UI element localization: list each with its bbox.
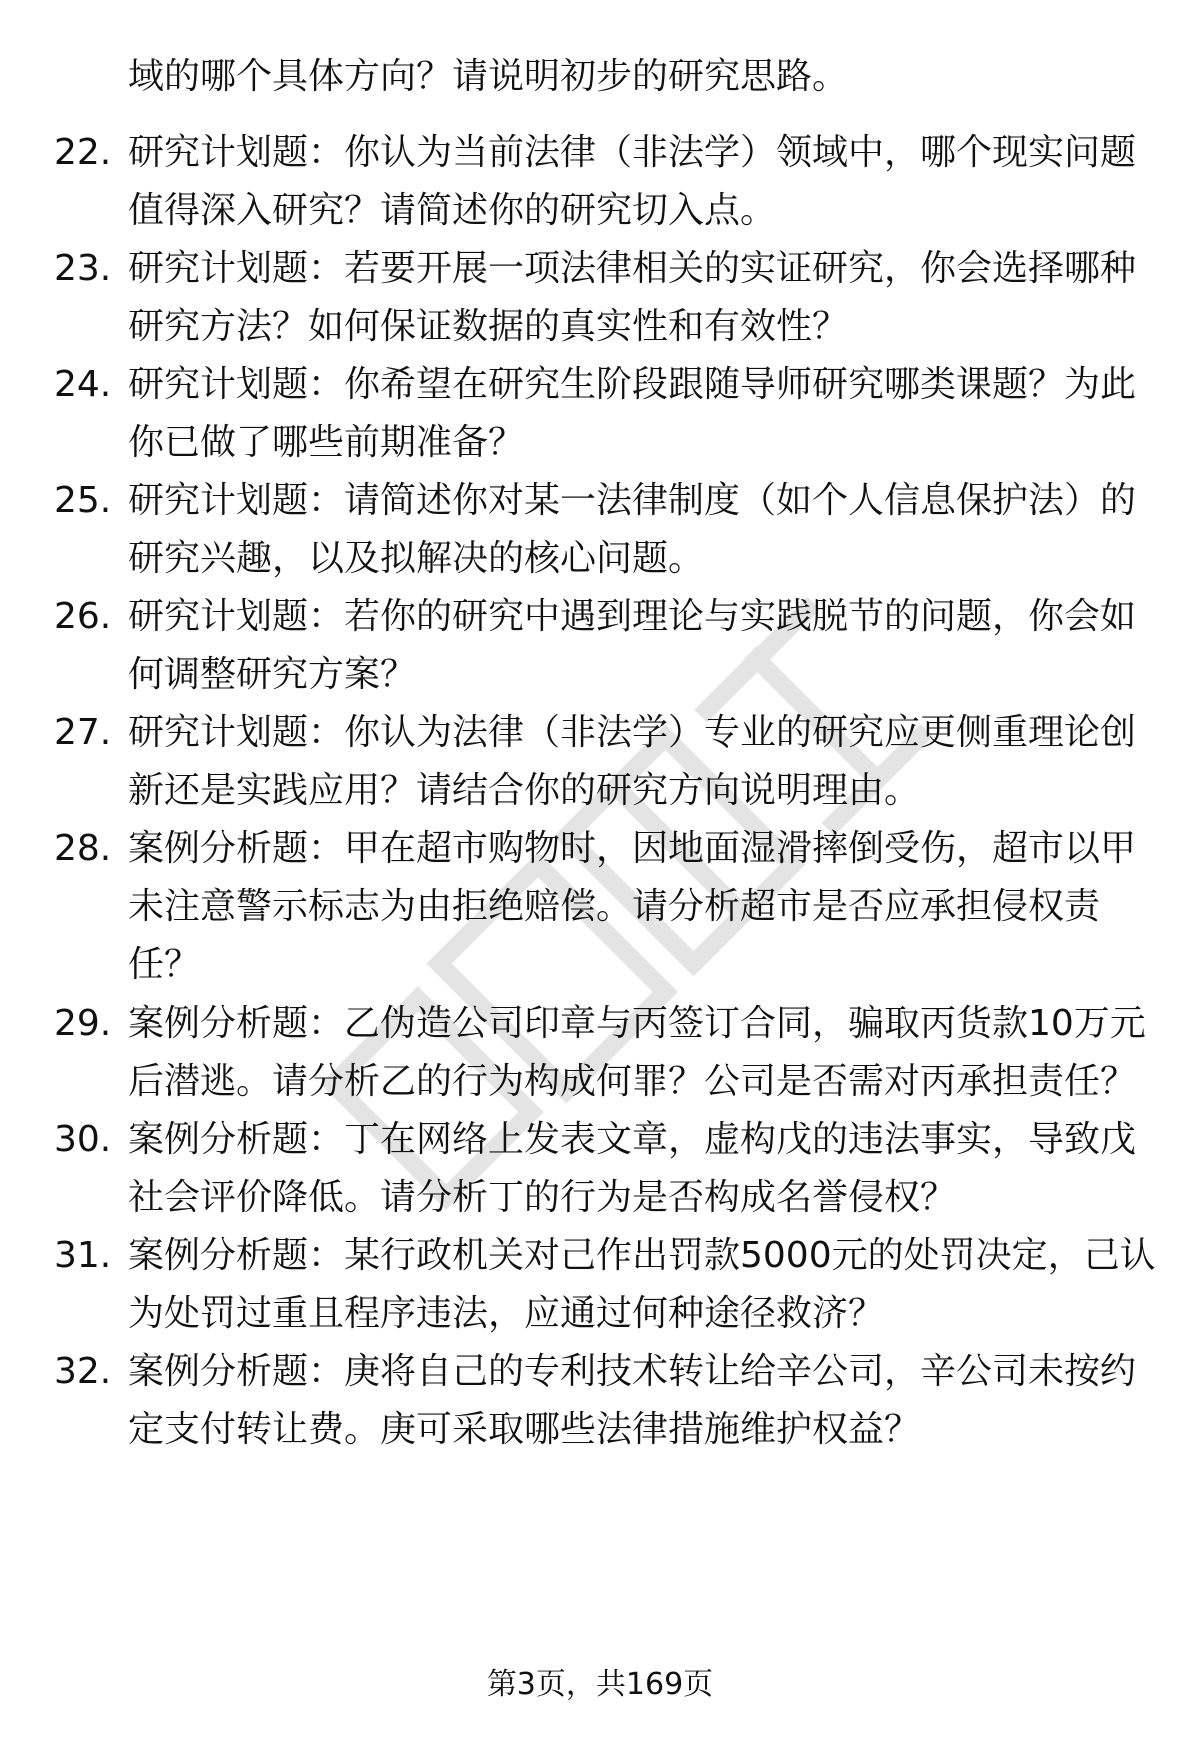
question-text-line: 何调整研究方案？ bbox=[128, 654, 417, 695]
question-number: 27. bbox=[54, 712, 112, 753]
question-text bbox=[128, 1343, 1198, 1459]
question-text bbox=[128, 588, 1198, 704]
question-number: 31. bbox=[54, 1235, 112, 1276]
question-text-line: 研究计划题：若要开展一项法律相关的实证研究，你会选择哪种 bbox=[128, 248, 1137, 289]
question-text-line: 未注意警示标志为由拒绝赔偿。请分析超市是否应承担侵权责 bbox=[128, 886, 1101, 927]
question-text-line: 后潜逃。请分析乙的行为构成何罪？公司是否需对丙承担责任？ bbox=[128, 1061, 1137, 1102]
question-text-line: 研究兴趣，以及拟解决的核心问题。 bbox=[128, 538, 705, 579]
question-text-line: 研究计划题：若你的研究中遇到理论与实践脱节的问题，你会如 bbox=[128, 596, 1137, 637]
question-text-line: 案例分析题：丁在网络上发表文章，虚构戊的违法事实，导致戊 bbox=[128, 1119, 1137, 1160]
question-text-line: 社会评价降低。请分析丁的行为是否构成名誉侵权？ bbox=[128, 1177, 957, 1218]
question-text-line: 任？ bbox=[128, 944, 201, 985]
question-number: 25. bbox=[54, 480, 112, 521]
question-text-line: 定支付转让费。庚可采取哪些法律措施维护权益？ bbox=[128, 1409, 921, 1450]
question-text-line: 新还是实践应用？请结合你的研究方向说明理由。 bbox=[128, 770, 921, 811]
question-text bbox=[128, 1111, 1198, 1227]
question-number: 22. bbox=[54, 132, 112, 173]
question-text bbox=[128, 240, 1198, 356]
question-text-line: 为处罚过重且程序违法，应通过何种途径救济？ bbox=[128, 1293, 885, 1334]
question-text-line: 研究方法？如何保证数据的真实性和有效性？ bbox=[128, 306, 849, 347]
question-text-line: 研究计划题：请简述你对某一法律制度（如个人信息保护法）的 bbox=[128, 480, 1137, 521]
question-text-line: 案例分析题：乙伪造公司印章与丙签订合同，骗取丙货款10万元 bbox=[128, 1003, 1146, 1044]
question-text bbox=[128, 995, 1198, 1111]
question-text bbox=[128, 820, 1198, 994]
question-number: 29. bbox=[54, 1003, 112, 1044]
question-number: 28. bbox=[54, 828, 112, 869]
question-text-line: 研究计划题：你希望在研究生阶段跟随导师研究哪类课题？为此 bbox=[128, 364, 1137, 405]
question-text-line: 案例分析题：庚将自己的专利技术转让给辛公司，辛公司未按约 bbox=[128, 1351, 1137, 1392]
question-number: 32. bbox=[54, 1351, 112, 1392]
question-text-line: 研究计划题：你认为法律（非法学）专业的研究应更侧重理论创 bbox=[128, 712, 1137, 753]
question-text bbox=[128, 124, 1198, 240]
question-text bbox=[128, 1227, 1198, 1343]
page-footer: 第3页，共169页 bbox=[486, 1667, 714, 1702]
question-text bbox=[128, 472, 1198, 588]
continuation-line: 域的哪个具体方向？请说明初步的研究思路。 bbox=[128, 56, 849, 97]
question-text-line: 你已做了哪些前期准备？ bbox=[128, 422, 525, 463]
question-number: 24. bbox=[54, 364, 112, 405]
question-number: 23. bbox=[54, 248, 112, 289]
question-text bbox=[128, 356, 1198, 472]
question-text bbox=[128, 704, 1198, 820]
question-number: 26. bbox=[54, 596, 112, 637]
question-text-line: 案例分析题：甲在超市购物时，因地面湿滑摔倒受伤，超市以甲 bbox=[128, 828, 1137, 869]
question-text-line: 研究计划题：你认为当前法律（非法学）领域中，哪个现实问题 bbox=[128, 132, 1137, 173]
question-number: 30. bbox=[54, 1119, 112, 1160]
question-text-line: 案例分析题：某行政机关对己作出罚款5000元的处罚决定，己认 bbox=[128, 1235, 1156, 1276]
question-text-line: 值得深入研究？请简述你的研究切入点。 bbox=[128, 190, 777, 231]
